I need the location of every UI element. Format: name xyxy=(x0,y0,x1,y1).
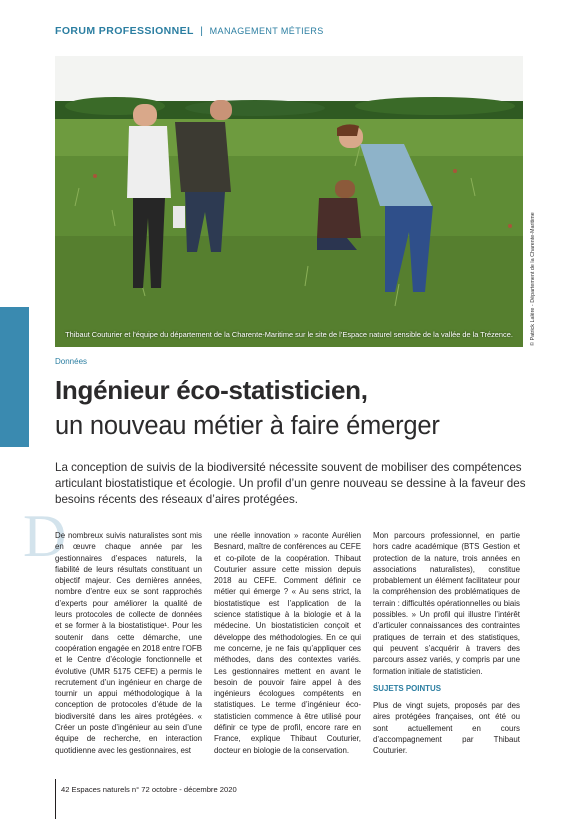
body-paragraph: De nombreux suivis naturalistes sont mis en œuvre chaque année par les gestionnaires d’espaces naturels, la fiabilité de leurs résultats constituant un objectif majeur. Ces dernières années, nombre d’entre eux se sont rapprochés d’experts pour améliorer la qualité de leurs protocoles de collecte de données et se former à la biostatistique¹. Pour les soutenir dans cette démarche, une coopération engagée en 2018 entre l’OFB et le Centre d’écologie fonctionnelle et évolutive (UMR 5175 CEFE) a permis le recrutement d’un ingénieur en charge de tournir un appui méthodologique à la conception de protocoles d’étude de la biodiversité dans les aires protégées. « Créer un poste d’ingénieur au sein d’une équipe de recherche, en interaction quotidienne avec les gestionnaires, est xyxy=(55,531,202,755)
field-photo-illustration xyxy=(55,56,523,347)
field-photo xyxy=(55,56,523,347)
drop-cap: D xyxy=(23,503,67,569)
body-paragraph: une réelle innovation » raconte Aurélien Besnard, maître de conférences au CEFE et co-pilote de la coopération. Thibaut Couturier assure cette mission depuis 2018 au CEFE. Comment définir ce métier qui émerge ? « Au sens strict, la biostatistique est l’application de la science statistique à la biologie et à la médecine. Un biostatisticien conçoit et développe des méthodologies. En ce qui me concerne, je ne fais qu’appliquer ces méthodes, dans des contextes variés. Les gestionnaires mettent en avant le besoin de pouvoir faire appel à des ingénieurs écologues compétents en statistiques. Le terme d’ingénieur éco-statisticien commence à être utilisé pour définir ce type de profil, encore rare en France, explique Thibaut Couturier, docteur en biologie de la conservation. xyxy=(214,531,361,755)
article-title: Ingénieur éco-statisticien, xyxy=(55,375,368,405)
subsection-label: MANAGEMENT MÉTIERS xyxy=(209,26,324,36)
body-paragraph: Mon parcours professionnel, en partie hors cadre académique (BTS Gestion et protection de la nature, trois années en associations naturalistes), constitue probablement un élément facilitateur pour la compréhension des problématiques de terrain : difficultés opérationnelles ou biais possibles. » Un profil qui illustre l’intérêt d’articuler connaissances des contraintes pratiques de terrain et des statistiques, qui peuvent s’acquérir à travers des parcours assez variés, y compris par une formation initiale de statisticien. xyxy=(373,531,520,676)
header-separator: | xyxy=(200,25,204,37)
body-column-2 xyxy=(214,530,361,756)
section-subheading: SUJETS POINTUS xyxy=(373,683,441,693)
side-color-tab xyxy=(0,307,29,447)
article-lead: La conception de suivis de la biodiversité nécessite souvent de mobiliser des compétences articulant biostatistique et écologie. Un profil d’un genre nouveau se dessine à la faveur des besoins récents des réseaux d’aires protégées. xyxy=(55,461,526,506)
body-paragraph: Plus de vingt sujets, proposés par des aires protégées françaises, ont été ou sont actuellement en cours d’accompagnement par Thibaut Couturier. xyxy=(373,701,520,756)
footer-rule xyxy=(55,779,56,819)
section-label: FORUM PROFESSIONNEL xyxy=(55,25,194,37)
article-subtitle: un nouveau métier à faire émerger xyxy=(55,412,440,440)
section-header xyxy=(55,25,324,37)
body-column-1 xyxy=(55,530,202,756)
article-kicker: Données xyxy=(55,357,88,366)
page-footer: 42 Espaces naturels n° 72 octobre - décembre 2020 xyxy=(61,785,237,794)
body-column-3 xyxy=(373,530,520,757)
photo-caption: Thibaut Couturier et l’équipe du département de la Charente-Maritime sur le site de l’Espace naturel sensible de la vallée de la Trézence. xyxy=(65,330,513,339)
photo-credit: © Patrick Lalère - Département de la Charente-Maritime xyxy=(530,212,536,346)
